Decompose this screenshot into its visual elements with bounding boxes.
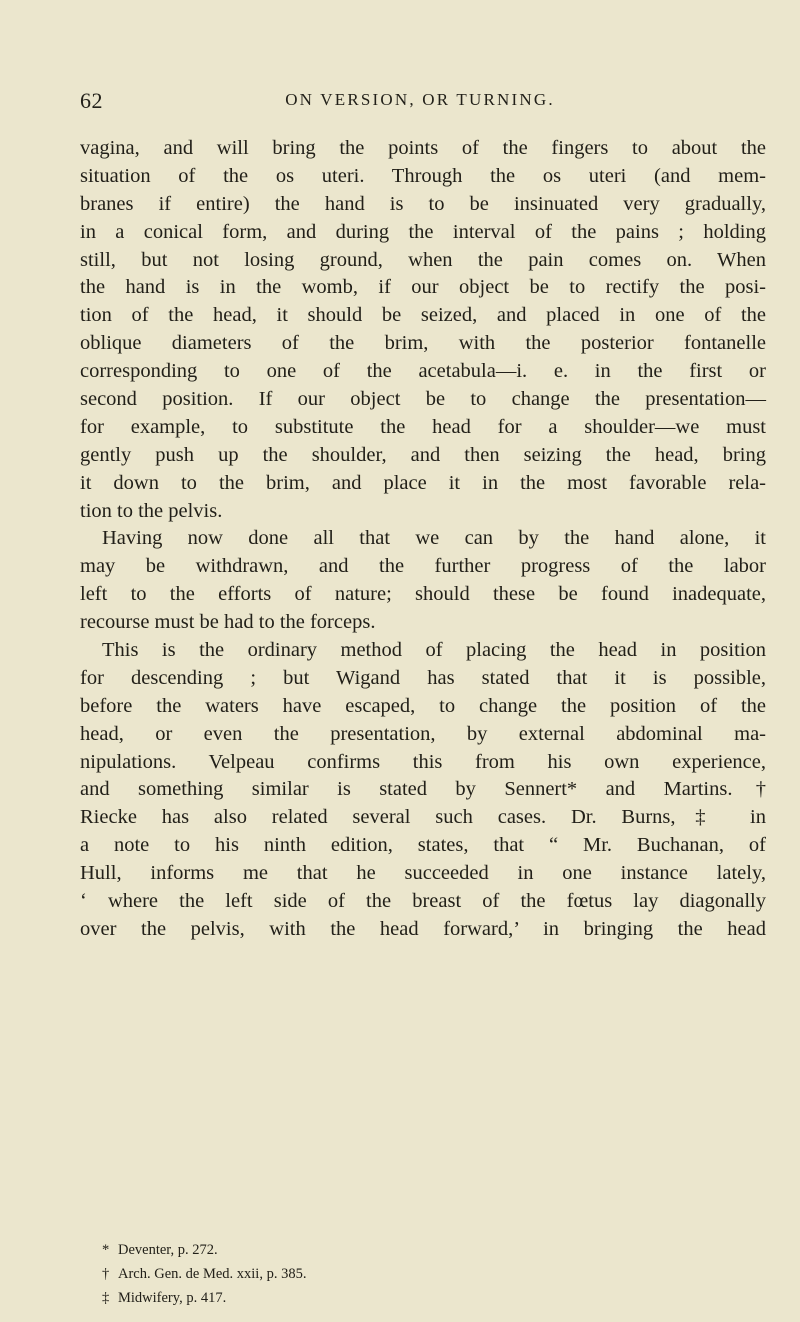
- body-text: [80, 135, 766, 944]
- text-line: gently push up the shoulder, and then seizing the head, bring: [80, 443, 766, 466]
- footnote-text: Arch. Gen. de Med. xxii, p. 385.: [118, 1266, 307, 1282]
- text-line: before the waters have escaped, to change the position of the: [80, 694, 766, 717]
- page-number: 62: [80, 88, 103, 113]
- text-line: nipulations. Velpeau confirms this from his own experience,: [80, 750, 766, 773]
- text-line: it down to the brim, and place it in the most favorable rela-: [80, 471, 766, 494]
- text-line: and something similar is stated by Sennert* and Martins.†: [80, 778, 766, 801]
- text-line: vagina, and will bring the points of the fingers to about the: [80, 137, 766, 159]
- text-line: Having now done all that we can by the hand alone, it: [102, 527, 766, 550]
- text-line: tion to the pelvis.: [80, 499, 223, 522]
- text-line: head, or even the presentation, by external abdominal ma-: [80, 722, 766, 745]
- footnote-text: Midwifery, p. 417.: [118, 1290, 227, 1306]
- text-line: second position. If our object be to change the presentation—: [80, 388, 766, 411]
- text-line: a note to his ninth edition, states, that “ Mr. Buchanan, of: [80, 834, 766, 857]
- footnotes: [102, 1238, 702, 1310]
- footnote-mark: ‡: [102, 1290, 110, 1306]
- page-header: [80, 88, 760, 118]
- footnote-text: Deventer, p. 272.: [118, 1242, 218, 1258]
- text-line: still, but not losing ground, when the pain comes on. When: [80, 248, 766, 271]
- text-line: tion of the head, it should be seized, and placed in one of the: [80, 304, 766, 327]
- text-line: This is the ordinary method of placing the head in position: [102, 639, 766, 662]
- text-line: for descending ; but Wigand has stated that it is possible,: [80, 666, 766, 689]
- footnote: [102, 1238, 702, 1262]
- text-line: left to the efforts of nature; should these be found inadequate,: [80, 583, 766, 606]
- footnote-mark: †: [102, 1266, 110, 1282]
- text-line: Riecke has also related several such cases. Dr. Burns,‡ in: [80, 806, 766, 829]
- text-line: branes if entire) the hand is to be insinuated very gradually,: [80, 192, 766, 215]
- text-line: the hand is in the womb, if our object be to rectify the posi-: [80, 276, 766, 299]
- text-line: situation of the os uteri. Through the os uteri (and mem-: [80, 164, 766, 187]
- footnote: [102, 1286, 702, 1310]
- text-line: ‘ where the left side of the breast of the fœtus lay diagonally: [80, 890, 766, 913]
- text-line: over the pelvis, with the head forward,’ in bringing the head: [80, 917, 766, 940]
- footnote-mark: *: [102, 1242, 110, 1258]
- running-title: ON VERSION, OR TURNING.: [285, 90, 555, 109]
- text-line: recourse must be had to the forceps.: [80, 611, 376, 634]
- text-line: may be withdrawn, and the further progress of the labor: [80, 555, 766, 578]
- text-line: corresponding to one of the acetabula—i. e. in the first or: [80, 360, 766, 383]
- text-line: in a conical form, and during the interval of the pains ; holding: [80, 220, 766, 243]
- text-line: Hull, informs me that he succeeded in one instance lately,: [80, 862, 766, 885]
- text-line: for example, to substitute the head for a shoulder—we must: [80, 415, 766, 438]
- text-line: oblique diameters of the brim, with the posterior fontanelle: [80, 332, 766, 355]
- footnote: [102, 1262, 702, 1286]
